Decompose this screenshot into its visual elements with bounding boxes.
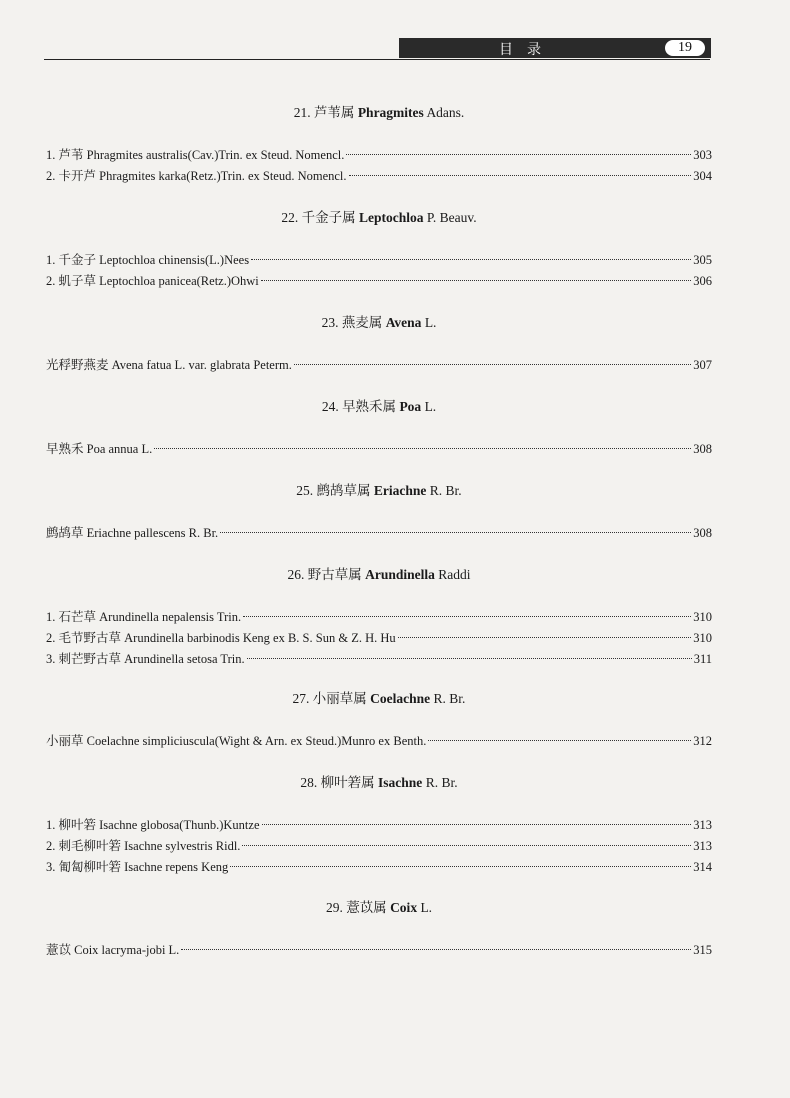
toc-entry[interactable] [46,815,712,836]
toc-entry[interactable] [46,439,712,460]
entry-text: 3. 匍匐柳叶箬 Isachne repens Keng [46,860,229,874]
toc-entry[interactable] [46,166,712,187]
section-genus: Avena [385,315,422,330]
section-title [46,689,712,709]
toc-entry[interactable] [46,857,712,878]
section-number: 24. [321,399,339,414]
section-title [46,103,712,123]
section-chinese-name: 燕麦属 [341,315,383,330]
toc-section [46,565,712,670]
entry-page-number: 308 [693,526,712,540]
toc-entry[interactable] [46,940,712,961]
dot-leader [346,154,691,155]
dot-leader [154,448,691,449]
toc-section [46,689,712,752]
header-rule [44,59,710,60]
section-genus: Isachne [378,775,423,790]
section-number: 27. [292,691,310,706]
toc-section [46,208,712,292]
entry-text: 1. 芦苇 Phragmites australis(Cav.)Trin. ex Steud. Nomencl. [46,148,345,162]
toc-section [46,481,712,544]
toc-entry[interactable] [46,145,712,166]
entry-page-number: 307 [693,358,712,372]
section-author: L. [424,315,437,330]
section-title [46,773,712,793]
section-chinese-name: 鹧鸪草属 [316,483,371,498]
section-number: 21. [293,105,311,120]
toc-entry[interactable] [46,271,712,292]
entry-page-number: 305 [693,253,712,267]
section-title [46,898,712,918]
entry-text: 小丽草 Coelachne simpliciuscula(Wight & Arn. ex Steud.)Munro ex Benth. [46,734,427,748]
section-genus: Poa [399,399,422,414]
dot-leader [262,824,692,825]
entry-page-number: 303 [693,148,712,162]
section-genus: Coelachne [370,691,431,706]
entry-text: 鹧鸪草 Eriachne pallescens R. Br. [46,526,219,540]
entry-text: 早熟禾 Poa annua L. [46,442,153,456]
entry-page-number: 304 [693,169,712,183]
dot-leader [181,949,691,950]
section-number: 29. [325,900,343,915]
section-chinese-name: 千金子属 [301,210,356,225]
section-author: L. [424,399,437,414]
section-author: R. Br. [433,691,466,706]
toc-entry[interactable] [46,250,712,271]
entry-text: 3. 刺芒野古草 Arundinella setosa Trin. [46,652,245,666]
section-author: Raddi [438,567,471,582]
entry-text: 薏苡 Coix lacryma-jobi L. [46,943,180,957]
section-title [46,397,712,417]
section-genus: Phragmites [357,105,424,120]
section-author: Adans. [426,105,465,120]
entry-page-number: 313 [693,818,712,832]
section-title [46,313,712,333]
entry-page-number: 315 [693,943,712,957]
dot-leader [243,616,691,617]
entry-page-number: 312 [693,734,712,748]
entry-text: 2. 卡开芦 Phragmites karka(Retz.)Trin. ex Steud. Nomencl. [46,169,347,183]
section-title [46,208,712,228]
entry-text: 光稃野燕麦 Avena fatua L. var. glabrata Peterm. [46,358,292,372]
toc-entry[interactable] [46,628,712,649]
dot-leader [294,364,691,365]
entry-page-number: 311 [693,652,712,666]
dot-leader [349,175,692,176]
section-author: P. Beauv. [426,210,477,225]
section-title [46,565,712,585]
toc-section [46,313,712,376]
dot-leader [261,280,691,281]
section-number: 28. [300,775,318,790]
section-number: 26. [287,567,305,582]
entry-text: 1. 石芒草 Arundinella nepalensis Trin. [46,610,242,624]
header-bar [399,38,711,58]
entry-page-number: 310 [693,610,712,624]
dot-leader [230,866,691,867]
entry-page-number: 310 [693,631,712,645]
section-number: 22. [281,210,299,225]
section-number: 25. [296,483,314,498]
section-genus: Eriachne [373,483,427,498]
entry-text: 1. 千金子 Leptochloa chinensis(L.)Nees [46,253,250,267]
entry-text: 2. 虮子草 Leptochloa panicea(Retz.)Ohwi [46,274,259,288]
section-chinese-name: 早熟禾属 [342,399,397,414]
toc-section [46,397,712,460]
section-author: L. [420,900,433,915]
entry-page-number: 306 [693,274,712,288]
dot-leader [428,740,691,741]
entry-text: 2. 刺毛柳叶箬 Isachne sylvestris Ridl. [46,839,241,853]
section-author: R. Br. [429,483,462,498]
dot-leader [398,637,692,638]
entry-page-number: 308 [693,442,712,456]
section-genus: Leptochloa [358,210,424,225]
page-number: 19 [665,40,705,56]
section-chinese-name: 芦苇属 [313,105,355,120]
toc-entry[interactable] [46,607,712,628]
toc-section [46,103,712,187]
section-chinese-name: 薏苡属 [346,900,387,915]
dot-leader [242,845,691,846]
toc-section [46,898,712,961]
header-title: 目录 [499,42,555,58]
section-title [46,481,712,501]
section-genus: Coix [390,900,418,915]
section-author: R. Br. [425,775,458,790]
section-genus: Arundinella [365,567,435,582]
toc-entry[interactable] [46,731,712,752]
dot-leader [251,259,691,260]
entry-page-number: 313 [693,839,712,853]
section-chinese-name: 柳叶箬属 [320,775,375,790]
toc-entry[interactable] [46,836,712,857]
toc-entry[interactable] [46,523,712,544]
section-number: 23. [321,315,339,330]
toc-section [46,773,712,878]
section-chinese-name: 野古草属 [307,567,362,582]
toc-entry[interactable] [46,355,712,376]
entry-text: 2. 毛节野古草 Arundinella barbinodis Keng ex B. S. Sun & Z. H. Hu [46,631,396,645]
section-chinese-name: 小丽草属 [312,691,367,706]
entry-page-number: 314 [693,860,712,874]
dot-leader [247,658,692,659]
dot-leader [220,532,691,533]
entry-text: 1. 柳叶箬 Isachne globosa(Thunb.)Kuntze [46,818,260,832]
toc-entry[interactable] [46,649,712,670]
